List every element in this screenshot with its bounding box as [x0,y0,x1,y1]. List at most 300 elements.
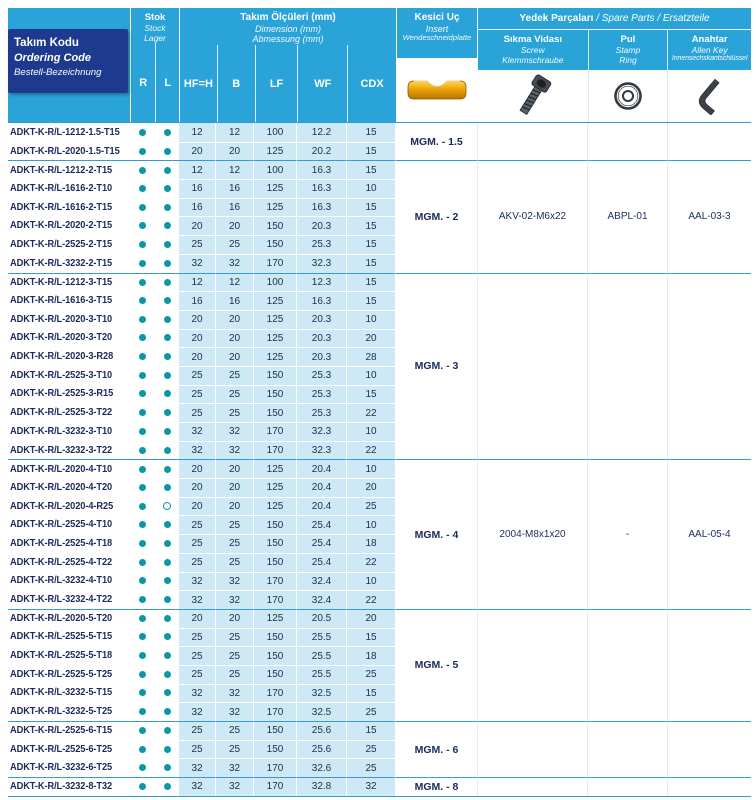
ordering-code-text: ADKT-K-R/L-2525-6-T25 [10,743,113,755]
ordering-code-text: ADKT-K-R/L-1212-1.5-T15 [10,126,120,138]
stock-l-cell [155,160,179,179]
dim-cdx-cell: 15 [347,160,396,179]
ring-value-cell: - [587,459,667,609]
dim-b-cell: 20 [216,347,254,366]
ordering-code-cell [8,366,130,385]
stock-dot-r [139,279,146,286]
dim-hf-h-cell: 20 [179,609,216,628]
stock-dot-r [139,577,146,584]
dim-cdx-cell: 18 [347,646,396,665]
ordering-code-cell [8,515,130,534]
dim-wf-cell: 25.4 [297,515,347,534]
stock-label-en: Stock [144,23,166,34]
dim-b-cell: 25 [216,403,254,422]
title-bestell-bezeichnung: Bestell-Bezeichnung [14,67,102,78]
ordering-code-text: ADKT-K-R/L-2525-5-T15 [10,631,113,643]
stock-r-cell [130,478,155,497]
stock-r-cell [130,609,155,628]
stock-l-cell [155,553,179,572]
stock-dot-r [139,185,146,192]
dim-cdx-cell: 10 [347,572,396,591]
key-value-cell [667,609,751,721]
stock-l-cell [155,721,179,740]
ordering-code-text: ADKT-K-R/L-2020-3-T10 [10,313,113,325]
dim-cdx-cell: 22 [347,441,396,460]
stock-dot-r [139,316,146,323]
dim-cdx-cell: 10 [347,459,396,478]
spare-title-sep1: / [593,13,602,24]
dim-b-cell: 25 [216,553,254,572]
ordering-code-cell [8,142,130,161]
dim-lf-cell: 150 [254,366,297,385]
ordering-code-text: ADKT-K-R/L-3232-5-T25 [10,706,113,718]
ordering-code-cell [8,497,130,516]
screw-value-cell [477,777,587,796]
ordering-code-text: ADKT-K-R/L-3232-6-T25 [10,762,113,774]
stock-dot-r [139,671,146,678]
catalog-table [8,8,751,797]
stock-r-cell [130,385,155,404]
stock-dot-r [139,260,146,267]
dim-b-cell: 25 [216,235,254,254]
stock-r-cell [130,422,155,441]
dim-lf-cell: 125 [254,478,297,497]
stock-dot-l-open [163,502,171,510]
ordering-code-text: ADKT-K-R/L-1212-3-T15 [10,276,113,288]
ordering-code-cell [8,684,130,703]
stock-dot-l [164,559,171,566]
stock-dot-l [164,783,171,790]
stock-l-cell [155,216,179,235]
stock-r-cell [130,572,155,591]
stock-l-cell [155,179,179,198]
spare-title-de: Ersatzteile [662,13,710,24]
dim-cdx-cell: 22 [347,403,396,422]
dim-hf-h-cell: 25 [179,534,216,553]
ordering-code-text: ADKT-K-R/L-2525-4-T10 [10,519,113,531]
dim-cdx-cell: 15 [347,123,396,142]
stock-l-cell [155,777,179,796]
stock-dot-r [139,521,146,528]
screw-label-de: Klemmschraube [502,55,564,66]
dim-hf-h-cell: 20 [179,478,216,497]
stock-dot-l [164,521,171,528]
key-column-header [667,30,751,122]
dim-cdx-cell: 10 [347,366,396,385]
key-value-cell: AAL-03-3 [667,160,751,272]
insert-type-cell: MGM. - 8 [396,777,477,796]
stock-r-cell [130,721,155,740]
stock-r-cell [130,590,155,609]
dim-lf-cell: 125 [254,198,297,217]
dim-wf-cell: 16.3 [297,160,347,179]
stock-r-cell [130,235,155,254]
ordering-code-cell [8,628,130,647]
stock-l-cell [155,142,179,161]
stock-l-cell [155,291,179,310]
dim-cdx-cell: 15 [347,198,396,217]
insert-label-de: Wendeschneidplatte [402,33,472,43]
dim-hf-h-cell: 32 [179,684,216,703]
dim-lf-cell: 150 [254,403,297,422]
dim-b-cell: 32 [216,590,254,609]
dim-lf-cell: 170 [254,441,297,460]
spare-title-en: Spare Parts [601,13,655,24]
stock-dot-r [139,615,146,622]
ordering-code-title-box [8,29,128,93]
stock-r-cell [130,329,155,348]
dim-b-cell: 12 [216,123,254,142]
dim-lf-cell: 125 [254,179,297,198]
dim-hf-h-cell: 25 [179,665,216,684]
dim-cdx-cell: 22 [347,590,396,609]
dim-b-cell: 25 [216,385,254,404]
title-takim-kodu: Takım Kodu [14,37,79,49]
ordering-code-cell [8,403,130,422]
dim-b-cell: 16 [216,291,254,310]
ordering-code-text: ADKT-K-R/L-2020-4-R25 [10,500,114,512]
ordering-code-text: ADKT-K-R/L-3232-3-T22 [10,444,113,456]
dim-b-cell: 25 [216,366,254,385]
ordering-code-cell [8,721,130,740]
stock-l-cell [155,684,179,703]
dim-cdx-cell: 25 [347,665,396,684]
ordering-code-text: ADKT-K-R/L-2525-6-T15 [10,725,113,737]
dim-cdx-cell: 10 [347,310,396,329]
dim-cdx-cell: 20 [347,329,396,348]
dim-cdx-cell: 15 [347,291,396,310]
ordering-code-text: ADKT-K-R/L-2525-3-R15 [10,388,114,400]
dim-lf-cell: 170 [254,422,297,441]
key-value-cell: AAL-05-4 [667,459,751,609]
dim-hf-h-cell: 25 [179,366,216,385]
stock-r-cell [130,758,155,777]
dim-hf-h-cell: 12 [179,123,216,142]
ordering-code-text: ADKT-K-R/L-2020-1.5-T15 [10,145,120,157]
ordering-code-text: ADKT-K-R/L-3232-2-T15 [10,257,113,269]
dim-lf-cell: 100 [254,273,297,292]
dim-lf-cell: 125 [254,497,297,516]
column-label-lf: LF [255,45,298,122]
ring-value-cell [587,123,667,160]
dim-wf-cell: 25.3 [297,385,347,404]
dim-lf-cell: 170 [254,590,297,609]
dim-hf-h-cell: 20 [179,142,216,161]
stock-dot-r [139,596,146,603]
stock-l-cell [155,366,179,385]
dim-b-cell: 32 [216,702,254,721]
stock-l-cell [155,646,179,665]
stock-dot-l [164,372,171,379]
ordering-code-text: ADKT-K-R/L-3232-4-T22 [10,594,113,606]
ordering-code-cell [8,235,130,254]
ring-value-cell [587,777,667,796]
ordering-code-cell [8,329,130,348]
stock-r-cell [130,273,155,292]
dim-wf-cell: 25.5 [297,665,347,684]
stock-r-cell [130,777,155,796]
stock-dot-r [139,148,146,155]
header-spare-parts-section [477,8,751,122]
column-label-l: L [155,43,179,122]
stock-dot-l [164,727,171,734]
stock-dot-l [164,390,171,397]
dim-cdx-cell: 22 [347,553,396,572]
ordering-code-cell [8,310,130,329]
stock-l-cell [155,478,179,497]
dim-hf-h-cell: 25 [179,628,216,647]
screw-icon-area [478,70,588,122]
stock-r-cell [130,310,155,329]
dimension-column-letters [180,45,396,122]
stock-dot-r [139,652,146,659]
stock-r-cell [130,515,155,534]
ordering-code-cell [8,160,130,179]
stock-l-cell [155,329,179,348]
stock-dot-r [139,204,146,211]
insert-type-cell: MGM. - 2 [396,160,477,272]
key-header [667,30,751,70]
stock-r-cell [130,740,155,759]
dim-hf-h-cell: 20 [179,497,216,516]
stock-l-cell [155,441,179,460]
dim-lf-cell: 150 [254,534,297,553]
ordering-code-cell [8,777,130,796]
dim-lf-cell: 150 [254,628,297,647]
dim-cdx-cell: 20 [347,478,396,497]
dim-wf-cell: 25.6 [297,721,347,740]
stock-r-cell [130,441,155,460]
dims-label-en: Dimension (mm) [254,23,321,34]
dim-hf-h-cell: 25 [179,515,216,534]
ordering-code-cell [8,702,130,721]
ring-value-cell: ABPL-01 [587,160,667,272]
dim-lf-cell: 100 [254,123,297,142]
stock-r-cell [130,123,155,142]
stock-l-cell [155,310,179,329]
stock-dot-l [164,447,171,454]
ordering-code-cell [8,534,130,553]
ordering-code-text: ADKT-K-R/L-1212-2-T15 [10,164,113,176]
dim-cdx-cell: 15 [347,628,396,647]
dim-b-cell: 25 [216,534,254,553]
dim-b-cell: 25 [216,515,254,534]
dim-b-cell: 25 [216,646,254,665]
screw-label-en: Screw [520,45,545,56]
column-label-b: B [217,45,255,122]
stock-l-cell [155,422,179,441]
stock-dot-r [139,353,146,360]
ring-label-tr: Pul [620,34,636,45]
stock-dot-r [139,783,146,790]
dim-lf-cell: 125 [254,609,297,628]
stock-dot-r [139,540,146,547]
ring-value-cell [587,721,667,777]
dim-wf-cell: 16.3 [297,179,347,198]
dim-wf-cell: 25.4 [297,534,347,553]
dim-b-cell: 20 [216,478,254,497]
column-label-wf: WF [297,45,347,122]
dim-wf-cell: 25.3 [297,366,347,385]
dim-wf-cell: 20.4 [297,459,347,478]
stock-l-cell [155,459,179,478]
dim-lf-cell: 150 [254,646,297,665]
ordering-code-cell [8,198,130,217]
ordering-code-cell [8,254,130,273]
dim-hf-h-cell: 25 [179,553,216,572]
dim-b-cell: 32 [216,572,254,591]
ordering-code-cell [8,123,130,142]
dim-wf-cell: 32.5 [297,702,347,721]
dim-wf-cell: 16.3 [297,291,347,310]
dim-hf-h-cell: 16 [179,291,216,310]
stock-dot-l [164,279,171,286]
dim-b-cell: 20 [216,609,254,628]
stock-l-cell [155,515,179,534]
insert-label-en: Insert [425,23,449,34]
stock-dot-r [139,409,146,416]
dim-wf-cell: 20.5 [297,609,347,628]
dim-hf-h-cell: 32 [179,422,216,441]
key-value-cell [667,721,751,777]
stock-dot-l [164,129,171,136]
stock-dot-l [164,428,171,435]
dim-cdx-cell: 25 [347,497,396,516]
dim-cdx-cell: 20 [347,609,396,628]
ordering-code-cell [8,422,130,441]
dim-b-cell: 16 [216,179,254,198]
stock-dot-r [139,428,146,435]
column-label-r: R [139,76,148,89]
dim-cdx-cell: 18 [347,534,396,553]
stock-r-cell [130,497,155,516]
screw-value-cell: AKV-02-M6x22 [477,160,587,272]
ordering-code-cell [8,179,130,198]
dim-b-cell: 20 [216,497,254,516]
screw-value-cell [477,609,587,721]
table-header [8,8,751,123]
stock-r-cell [130,366,155,385]
stock-r-cell [130,553,155,572]
stock-l-cell [155,235,179,254]
screw-icon [513,73,553,119]
dim-lf-cell: 150 [254,665,297,684]
dim-hf-h-cell: 16 [179,179,216,198]
key-value-cell [667,123,751,160]
dim-wf-cell: 20.4 [297,478,347,497]
stock-dot-l [164,204,171,211]
dim-wf-cell: 20.2 [297,142,347,161]
stock-dot-r [139,503,146,510]
dim-b-cell: 25 [216,721,254,740]
dim-wf-cell: 32.3 [297,441,347,460]
dim-lf-cell: 125 [254,142,297,161]
grooving-insert-icon [405,77,469,103]
dim-b-cell: 16 [216,198,254,217]
stock-r-cell [130,254,155,273]
stock-l-cell [155,534,179,553]
key-icon-area [667,70,751,122]
stock-l-cell [155,273,179,292]
stock-dot-l [164,708,171,715]
ring-value-cell [587,273,667,460]
dim-cdx-cell: 15 [347,385,396,404]
stock-dot-r [139,297,146,304]
stock-r-cell [130,534,155,553]
ordering-code-cell [8,740,130,759]
dim-lf-cell: 150 [254,740,297,759]
stock-l-cell [155,497,179,516]
dim-hf-h-cell: 16 [179,198,216,217]
insert-header [397,8,477,58]
stock-r-cell [130,628,155,647]
dim-hf-h-cell: 32 [179,702,216,721]
dim-hf-h-cell: 25 [179,385,216,404]
stock-dot-l [164,484,171,491]
dim-cdx-cell: 10 [347,422,396,441]
key-label-de: Innensechskantschlüssel [671,55,748,63]
dim-hf-h-cell: 20 [179,329,216,348]
stock-dot-l [164,671,171,678]
dim-cdx-cell: 28 [347,347,396,366]
stock-dot-r [139,727,146,734]
dim-lf-cell: 150 [254,235,297,254]
dim-hf-h-cell: 32 [179,758,216,777]
dims-label-de: Abmessung (mm) [252,34,324,45]
dim-lf-cell: 125 [254,291,297,310]
dim-cdx-cell: 32 [347,777,396,796]
dim-hf-h-cell: 32 [179,777,216,796]
stock-l-cell [155,628,179,647]
dim-b-cell: 20 [216,142,254,161]
dim-b-cell: 32 [216,254,254,273]
ordering-code-cell [8,291,130,310]
ring-icon-area [588,70,668,122]
stock-label-de: Lager [144,33,166,44]
stock-dot-l [164,222,171,229]
screw-value-cell [477,273,587,460]
stock-r-cell [130,160,155,179]
stock-dot-l [164,689,171,696]
ordering-code-cell [8,665,130,684]
stock-dot-l [164,167,171,174]
header-insert-section [396,8,477,122]
ordering-code-text: ADKT-K-R/L-2525-5-T25 [10,668,113,680]
ring-column-header [588,30,668,122]
stock-dot-r [139,484,146,491]
dim-wf-cell: 32.3 [297,254,347,273]
ordering-code-text: ADKT-K-R/L-2525-5-T18 [10,650,113,662]
screw-column-header [478,30,588,122]
stock-dot-r [139,241,146,248]
dim-wf-cell: 20.3 [297,216,347,235]
dim-b-cell: 32 [216,422,254,441]
dim-lf-cell: 150 [254,553,297,572]
ordering-code-cell [8,459,130,478]
stock-r-cell [130,459,155,478]
dim-wf-cell: 25.5 [297,628,347,647]
ordering-code-cell [8,478,130,497]
dim-hf-h-cell: 12 [179,160,216,179]
dim-lf-cell: 170 [254,758,297,777]
insert-type-cell: MGM. - 4 [396,459,477,609]
stock-dot-l [164,409,171,416]
dim-b-cell: 12 [216,160,254,179]
stock-dot-r [139,466,146,473]
stock-r-cell [130,198,155,217]
stock-r-cell [130,347,155,366]
stock-dot-r [139,633,146,640]
